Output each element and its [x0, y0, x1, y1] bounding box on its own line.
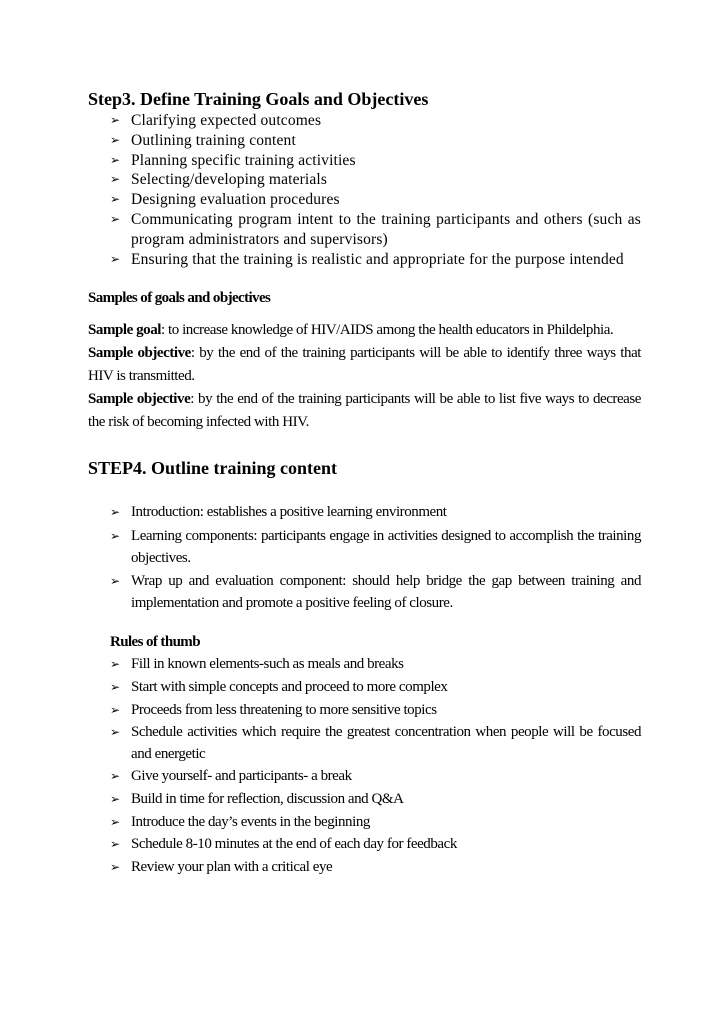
samples-heading: Samples of goals and objectives — [88, 290, 271, 307]
list-item: ➢ Wrap up and evaluation component: should help bridge the gap between training and implementation and promote a positive feeling of closure. — [110, 573, 641, 611]
step4-heading: STEP4. Outline training content — [88, 458, 338, 479]
arrow-bullet-icon: ➢ — [110, 814, 120, 829]
list-item: ➢ Schedule 8-10 minutes at the end of each day for feedback — [88, 834, 641, 856]
sample-objective-label: Sample objective — [88, 345, 191, 362]
arrow-bullet-icon: ➢ — [110, 769, 120, 784]
arrow-bullet-icon: ➢ — [110, 574, 120, 589]
list-item: ➢ Selecting/developing materials — [110, 171, 328, 189]
arrow-bullet-icon: ➢ — [110, 152, 121, 167]
list-item: ➢ Introduction: establishes a positive learning environment — [88, 502, 641, 524]
arrow-bullet-icon: ➢ — [110, 113, 121, 127]
samples-block — [88, 319, 641, 434]
step3-heading: Step3. Define Training Goals and Objectives — [88, 89, 429, 109]
list-item: ➢ Communicating program intent to the training participants and others (such as program administrators and supervisors) — [110, 210, 641, 248]
step3-list — [88, 111, 641, 269]
arrow-bullet-icon: ➢ — [110, 679, 120, 694]
sample-objective-label: Sample objective — [88, 391, 191, 408]
list-item: ➢ Planning specific training activities — [110, 151, 356, 169]
list-item: ➢ Outlining training content — [110, 131, 296, 149]
list-item: ➢ Give yourself- and participants- a break — [88, 766, 641, 788]
list-item: ➢ Introduce the day’s events in the beginning — [88, 812, 641, 834]
list-item: ➢ Ensuring that the training is realistic and appropriate for the purpose intended — [110, 250, 624, 268]
sample-goal-label: Sample goal — [88, 322, 161, 339]
list-item: ➢ Schedule activities which require the greatest concentration when people will be focused and energetic — [110, 724, 641, 762]
arrow-bullet-icon: ➢ — [110, 528, 120, 543]
list-item: ➢ Proceeds from less threatening to more sensitive topics — [88, 700, 641, 722]
step4-list — [88, 502, 641, 614]
document-page — [88, 88, 641, 878]
rules-list — [88, 654, 641, 878]
arrow-bullet-icon: ➢ — [110, 211, 121, 226]
arrow-bullet-icon: ➢ — [110, 657, 120, 672]
list-item: ➢ Clarifying expected outcomes — [110, 112, 322, 129]
list-item: ➢ Fill in known elements-such as meals and breaks — [88, 654, 641, 676]
arrow-bullet-icon: ➢ — [110, 859, 120, 874]
list-item: ➢ Build in time for reflection, discussion and Q&A — [88, 789, 641, 811]
arrow-bullet-icon: ➢ — [110, 192, 121, 207]
arrow-bullet-icon: ➢ — [110, 505, 120, 520]
sample-objective-1: Sample objective: by the end of the training participants will be able to identify three ways that HIV is transmitted. — [88, 345, 641, 385]
list-item: ➢ Learning components: participants engage in activities designed to accomplish the training objectives. — [110, 527, 641, 566]
sample-goal: Sample goal: to increase knowledge of HIV/AIDS among the health educators in Phildelphia. — [88, 322, 614, 339]
arrow-bullet-icon: ➢ — [110, 132, 121, 147]
sample-objective-2: Sample objective: by the end of the training participants will be able to list five ways to decrease the risk of becoming infected with HIV. — [88, 391, 641, 431]
list-item: ➢ Start with simple concepts and proceed to more complex — [88, 677, 641, 699]
arrow-bullet-icon: ➢ — [110, 702, 120, 717]
arrow-bullet-icon: ➢ — [110, 837, 120, 852]
list-item: ➢ Designing evaluation procedures — [110, 191, 340, 209]
list-item: ➢ Review your plan with a critical eye — [88, 857, 641, 879]
rules-heading: Rules of thumb — [110, 634, 200, 651]
arrow-bullet-icon: ➢ — [110, 791, 120, 806]
arrow-bullet-icon: ➢ — [110, 251, 121, 266]
arrow-bullet-icon: ➢ — [110, 725, 120, 740]
arrow-bullet-icon: ➢ — [110, 172, 121, 187]
